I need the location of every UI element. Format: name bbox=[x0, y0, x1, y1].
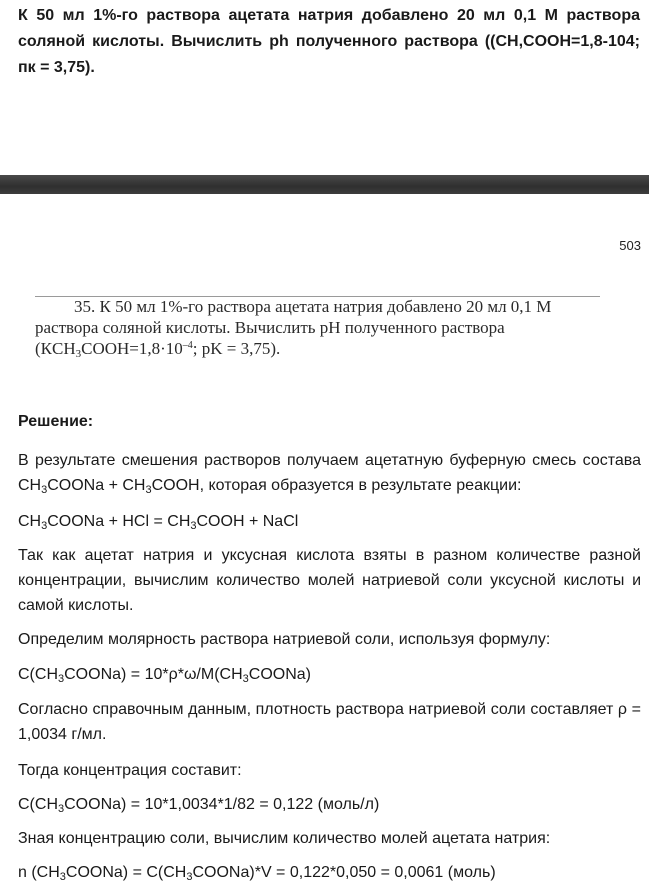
molarity-formula: $C(CH_3COONa)$ = $10*\rho*\omega/M(CH_3COONa)$ bbox=[18, 666, 311, 685]
scan-line-3: ($КCH_3COOH=1,8\cdot 10^{-4}$; pK = 3,75). bbox=[35, 339, 281, 360]
problem-statement: К 50 мл 1%-го раствора ацетата натрия добавлено 20 мл 0,1 М раствора соляной кислоты. Вычислить ph полученного раствора ((CH,COOH=1,8-104; пк = 3,75). bbox=[18, 7, 640, 76]
paragraph-moles-intro: Зная концентрацию соли, вычислим количество молей ацетата натрия: bbox=[18, 830, 551, 847]
paragraph-density: Согласно справочным данным, плотность раствора натриевой соли составляет ρ = 1,0034 г/мл. bbox=[18, 701, 641, 743]
paragraph-buffer-mixture: В результате смешения растворов получаем ацетатную буферную смесь состава $CH_3COONa$ + $CH_3COOH$, которая образуется в результате реакции: bbox=[18, 452, 641, 496]
scanned-problem-excerpt bbox=[35, 296, 595, 359]
reaction-equation: $CH_3COONa$ + HCl = $CH_3COOH$ + NaCl bbox=[18, 513, 299, 532]
paragraph-then-concentration: Тогда концентрация составит: bbox=[18, 762, 242, 779]
page-number: 503 bbox=[619, 238, 641, 253]
solution-heading: Решение: bbox=[18, 413, 94, 430]
paragraph-different-amounts: Так как ацетат натрия и уксусная кислота взяты в разном количестве разной концентрации, вычислим количество молей натриевой соли уксусной кислоты и самой кислоты. bbox=[18, 547, 641, 614]
concentration-calculation: $C(CH_3COONa) = 10*1,0034*1/82 = 0,122$ (моль/л) bbox=[18, 796, 380, 815]
paragraph-molarity-intro: Определим молярность раствора натриевой соли, используя формулу: bbox=[18, 631, 551, 648]
scan-line-2: раствора соляной кислоты. Вычислить pH полученного раствора bbox=[35, 318, 505, 337]
moles-calculation: n $(CH_3COONa)$ = $C(CH_3COONa)*V = 0,122*0,050 = 0,0061$ (моль) bbox=[18, 864, 496, 883]
scan-line-1: 35. К 50 мл 1%-го раствора ацетата натрия добавлено 20 мл 0,1 М bbox=[74, 297, 552, 316]
page-divider bbox=[0, 175, 649, 194]
